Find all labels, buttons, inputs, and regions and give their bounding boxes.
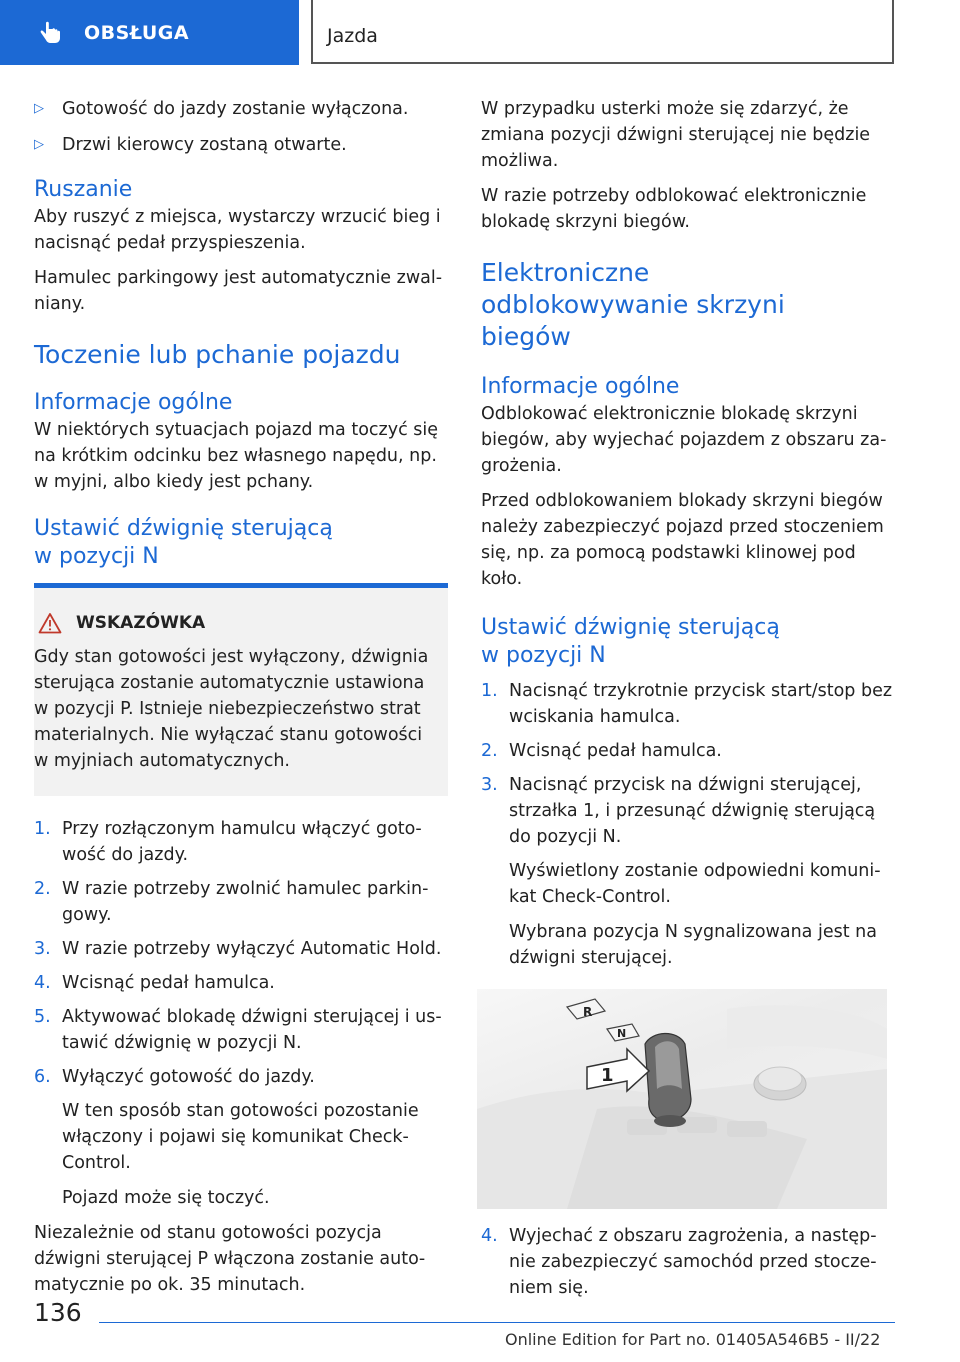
step-text: Wcisnąć pedał hamulca. [509,741,722,761]
step-item [34,876,448,928]
step-text: W razie potrzeby zwolnić hamulec parkingowy. [62,879,429,925]
step-subparagraph: Wybrana pozycja N sygnalizowana jest na dźwigni sterującej. [509,922,877,968]
step-number: 1. [34,819,51,839]
step-number: 2. [481,741,498,761]
step-item [34,816,448,868]
step-item [481,1223,895,1301]
heading-toczenie: Toczenie lub pchanie pojazdu [34,340,401,369]
step-item [481,772,895,850]
step-number: 4. [481,1226,498,1246]
left-column [34,96,448,1307]
paragraph: W przypadku usterki może się zdarzyć, że zmiana pozycji dźwigni sterującej nie będzie możliwa. [481,99,871,171]
triangle-bullet-icon: ▷ [34,101,44,116]
paragraph: Aby ruszyć z miejsca, wystarczy wrzucić bieg i nacisnąć pedał przyspieszenia. [34,207,441,253]
step-text: Wyjechać z obszaru zagrożenia, a następnie zabezpieczyć samochód przed stoczeniem się. [509,1226,877,1298]
step-subparagraph: W ten sposób stan gotowości pozostanie włączony i pojawi się komunikat Check-Control. [62,1101,419,1173]
step-text: Nacisnąć przycisk na dźwigni sterującej, strzałka 1, i przesunąć dźwignię sterującą do pozycji N. [509,775,876,847]
heading-ustawic: Ustawić dźwignię sterującą w pozycji N [34,516,333,569]
step-item [34,1004,448,1056]
paragraph: W razie potrzeby odblokować elektronicznie blokadę skrzyni biegów. [481,186,867,232]
page-number: 136 [34,1298,82,1327]
step-number: 3. [481,775,498,795]
warning-triangle-icon [38,612,62,634]
step-number: 3. [34,939,51,959]
step-item [481,678,895,730]
section-tab [0,0,299,65]
step-subparagraph: Wyświetlony zostanie odpowiedni komunikat Check-Control. [509,861,881,907]
step-number: 2. [34,879,51,899]
gear-selector-drawing [477,989,887,1209]
list-item [34,96,448,122]
triangle-bullet-icon: ▷ [34,137,44,152]
arrow-label-1: 1 [601,1065,614,1086]
heading-informacje: Informacje ogólne [481,374,680,399]
step-text: Przy rozłączonym hamulcu włączyć gotowość do jazdy. [62,819,422,865]
step-item [34,1064,448,1090]
step-item [34,936,448,962]
warning-note [34,583,448,796]
note-title: WSKAZÓWKA [76,613,206,633]
paragraph: Przed odblokowaniem blokady skrzyni biegów należy zabezpieczyć pojazd przed stoczeniem się, np. za pomocą podstawki klinowej pod koło. [481,491,884,589]
step-text: Wcisnąć pedał hamulca. [62,973,275,993]
step-number: 4. [34,973,51,993]
gear-label-r: R [583,1005,593,1019]
paragraph: Niezależnie od stanu gotowości pozycja dźwigni sterującej P włączona zostanie automatycznie po ok. 35 minutach. [34,1223,426,1295]
step-number: 5. [34,1007,51,1027]
step-text: Wyłączyć gotowość do jazdy. [62,1067,315,1087]
heading-informacje: Informacje ogólne [34,390,233,415]
footer-divider [99,1322,895,1323]
edition-text: Online Edition for Part no. 01405A546B5 - II/22 [505,1330,881,1349]
header-bar [311,0,894,64]
paragraph: Odblokować elektronicznie blokadę skrzyni biegów, aby wyjechać pojazdem z obszaru zagrożenia. [481,404,887,476]
step-subparagraph: Pojazd może się toczyć. [62,1188,270,1208]
right-column [481,96,895,1309]
step-text: W razie potrzeby wyłączyć Automatic Hold. [62,939,442,959]
list-item-text: Drzwi kierowcy zostaną otwarte. [62,135,347,155]
heading-ruszanie: Ruszanie [34,177,133,202]
chapter-label: Jazda [327,25,378,47]
note-text: Gdy stan gotowości jest wyłączony, dźwignia sterująca zostanie automatycznie ustawiona w pozycji P. Istnieje niebezpieczeństwo strat materialnych. Nie wyłączać stanu gotowości w myjniach automatycznych. [34,647,429,771]
gear-label-n: N [617,1027,627,1040]
step-number: 6. [34,1067,51,1087]
hand-pointer-icon [38,20,64,46]
section-tab-label: OBSŁUGA [84,21,190,44]
step-number: 1. [481,681,498,701]
paragraph: W niektórych sytuacjach pojazd ma toczyć się na krótkim odcinku bez własnego napędu, np. w myjni, albo kiedy jest pchany. [34,420,439,492]
heading-elektroniczne: Elektroniczne odblokowywanie skrzyni biegów [481,258,785,351]
heading-ustawic: Ustawić dźwignię sterującą w pozycji N [481,615,780,668]
note-header [34,610,434,636]
step-text: Nacisnąć trzykrotnie przycisk start/stop bez wciskania hamulca. [509,681,893,727]
step-item [34,970,448,996]
paragraph: Hamulec parkingowy jest automatycznie zwalniany. [34,268,443,314]
list-item [34,132,448,158]
step-item [481,738,895,764]
list-item-text: Gotowość do jazdy zostanie wyłączona. [62,99,409,119]
gear-selector-illustration [477,989,887,1209]
step-text: Aktywować blokadę dźwigni sterującej i ustawić dźwignię w pozycji N. [62,1007,442,1053]
